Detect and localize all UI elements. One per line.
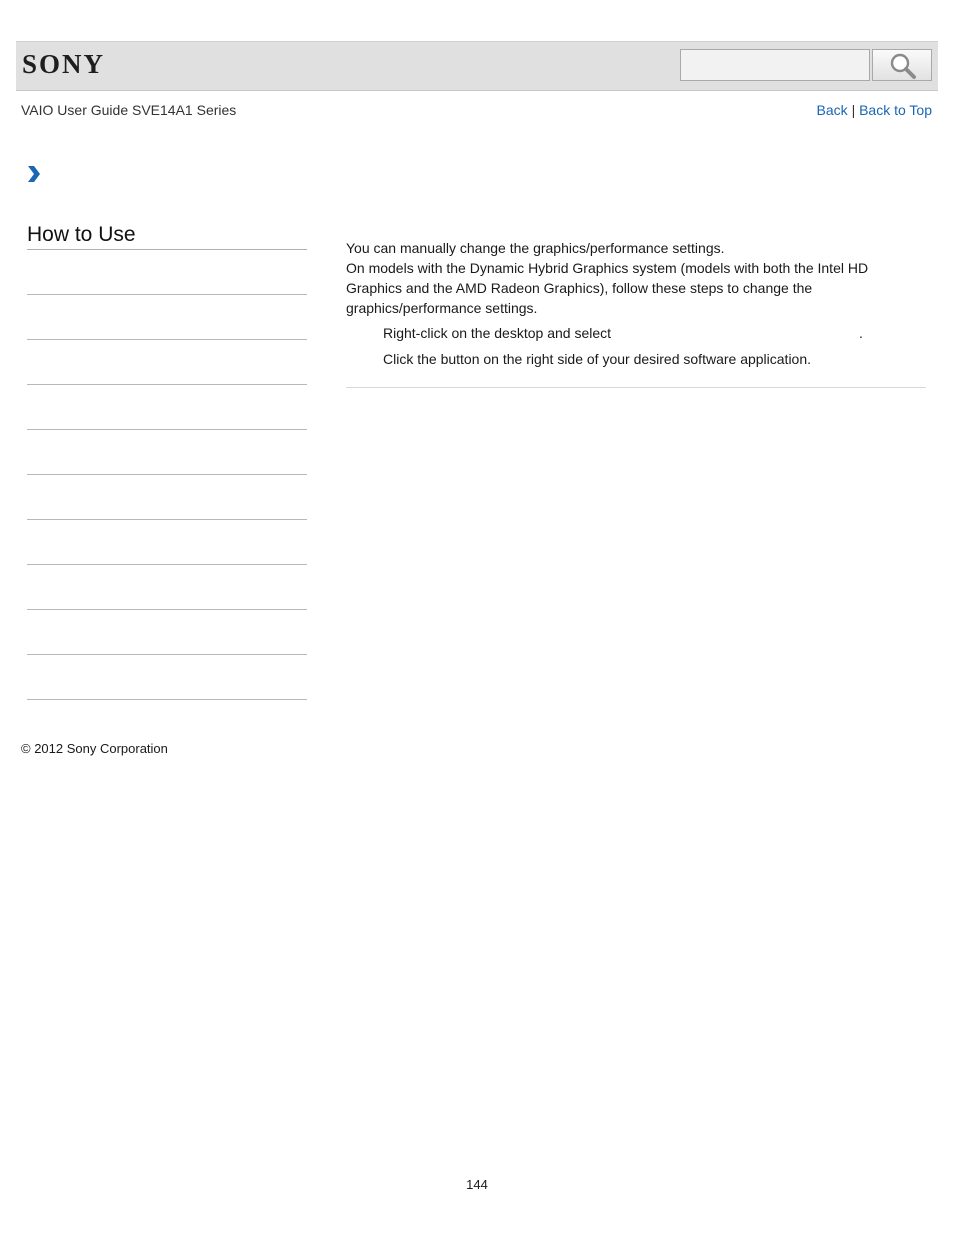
step-1-end: . xyxy=(859,325,863,341)
nav-separator: | xyxy=(851,102,856,118)
sidebar-item[interactable] xyxy=(27,655,307,700)
sidebar-item[interactable] xyxy=(27,385,307,430)
copyright: © 2012 Sony Corporation xyxy=(21,741,168,756)
content-divider xyxy=(346,387,926,388)
sidebar-heading[interactable]: How to Use xyxy=(27,223,307,250)
sony-logo: SONY xyxy=(22,49,106,79)
sidebar-item[interactable] xyxy=(27,340,307,385)
top-navigation xyxy=(817,102,932,118)
sidebar-item[interactable] xyxy=(27,475,307,520)
search-input[interactable] xyxy=(680,49,870,81)
page-header xyxy=(16,41,938,91)
chevron-right-icon[interactable] xyxy=(27,166,41,182)
back-link[interactable]: Back xyxy=(816,102,848,118)
sidebar-item[interactable] xyxy=(27,295,307,340)
sidebar-item[interactable] xyxy=(27,610,307,655)
step-1: Right-click on the desktop and select xyxy=(383,325,612,341)
sidebar-item[interactable] xyxy=(27,520,307,565)
sidebar-item[interactable] xyxy=(27,250,307,295)
page-number: 144 xyxy=(466,1177,488,1192)
back-to-top-link[interactable]: Back to Top xyxy=(859,102,932,118)
sidebar xyxy=(27,223,307,700)
intro-text: You can manually change the graphics/performance settings. xyxy=(346,240,725,256)
sidebar-item[interactable] xyxy=(27,565,307,610)
sidebar-item[interactable] xyxy=(27,430,307,475)
search-button[interactable] xyxy=(872,49,932,81)
guide-title: VAIO User Guide SVE14A1 Series xyxy=(21,102,237,118)
magnifier-icon xyxy=(889,52,917,80)
body-paragraph: On models with the Dynamic Hybrid Graphics system (models with both the Intel HD Graphics and the AMD Radeon Graphics), follow these steps to change the graphics/performance settings. xyxy=(346,260,869,316)
main-content xyxy=(346,238,926,367)
step-2: Click the button on the right side of your desired software application. xyxy=(383,351,812,367)
